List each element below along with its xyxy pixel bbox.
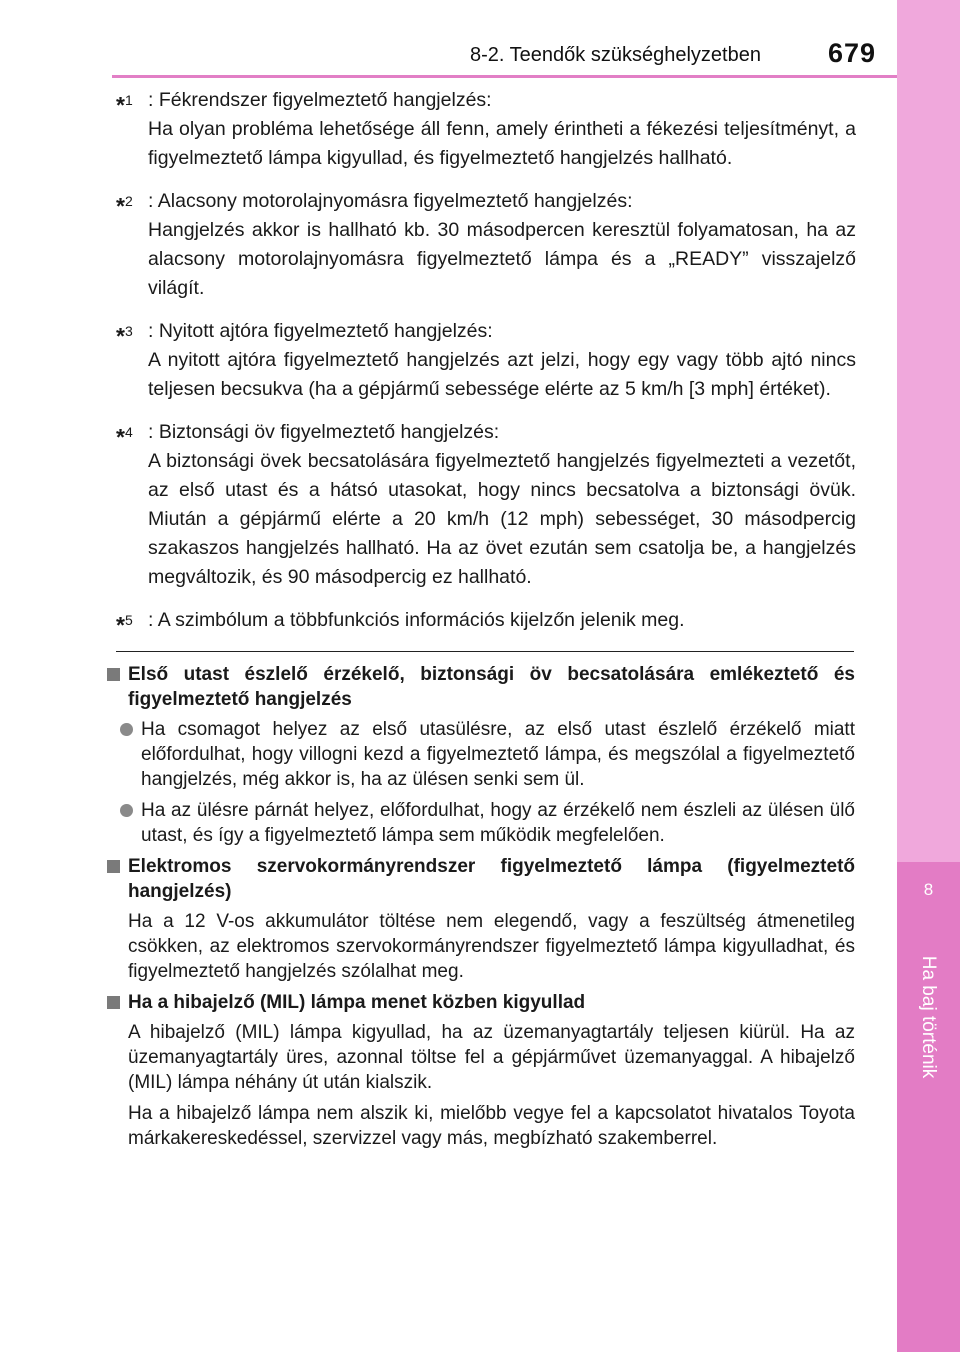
circle-bullet-icon	[120, 804, 133, 817]
list-item: Ha csomagot helyez az első utasülésre, az első utast észlelő érzékelő miatt előfordulhat, hogy villogni kezd a figyelmeztető lámpa, és megszólal a figyelmeztető hangjelzés, még akkor is, ha az ülésen senki sem ül.	[107, 717, 855, 792]
section-heading: Ha a hibajelző (MIL) lámpa menet közben kigyullad	[128, 992, 586, 1013]
footnote-text: A nyitott ajtóra figyelmeztető hangjelzés azt jelzi, hogy egy vagy több ajtó nincs teljesen becsukva (ha a gépjármű sebessége elérte az 5 km/h [3 mph] értéket).	[148, 349, 856, 400]
footnote-title: : Fékrendszer figyelmeztető hangjelzés:	[148, 89, 492, 111]
footnote-marker: *$^4$	[116, 424, 133, 450]
list-item: Ha az ülésre párnát helyez, előfordulhat, hogy az érzékelő nem észleli az ülésen ülő utast, és így a figyelmeztető lámpa sem működik megfelelően.	[107, 798, 855, 848]
section-title: 8-2. Teendők szükséghelyzetben	[470, 44, 761, 66]
section-passenger-sensor	[107, 662, 855, 848]
chapter-number: 8	[923, 880, 934, 899]
header-rule	[112, 75, 897, 78]
square-bullet-icon	[107, 668, 120, 681]
footnote-5	[116, 606, 856, 642]
footnote-text: Hangjelzés akkor is hallható kb. 30 másodpercen keresztül folyamatosan, ha az alacsony motorolajnyomásra figyelmeztető lámpa és a „READY” visszajelző világít.	[148, 219, 856, 299]
section-mil-lamp	[107, 990, 855, 1151]
section-paragraph: Ha a hibajelző lámpa nem alszik ki, mielőbb vegye fel a kapcsolatot hivatalos Toyota márkakereskedéssel, szervizzel vagy más, megbízható szakemberrel.	[128, 1103, 855, 1149]
chapter-label: Ha baj történik	[918, 955, 939, 1079]
section-paragraph: A hibajelző (MIL) lámpa kigyullad, ha az üzemanyagtartály teljesen kiürül. Ha az üzemanyagtartály üres, azonnal töltse fel a gépjárművet üzemanyaggal. A hibajelző (MIL) lámpa néhány út után kialszik.	[128, 1022, 855, 1093]
footnote-marker: *$^3$	[116, 323, 133, 349]
section-paragraph: Ha a 12 V-os akkumulátor töltése nem elegendő, vagy a feszültség átmenetileg csökken, az elektromos szervokormányrendszer figyelmeztető lámpa kigyulladhat, és figyelmeztető hangjelzés szólalhat meg.	[128, 911, 855, 982]
footnote-title: : Nyitott ajtóra figyelmeztető hangjelzés:	[148, 320, 493, 342]
square-bullet-icon	[107, 996, 120, 1009]
footnote-text: Ha olyan probléma lehetősége áll fenn, amely érintheti a fékezési teljesítményt, a figyelmeztető lámpa kigyullad, és figyelmeztető hangjelzés hallható.	[148, 118, 856, 169]
footnote-list	[116, 86, 856, 656]
footnote-title: : Alacsony motorolajnyomásra figyelmeztető hangjelzés:	[148, 190, 633, 212]
section-divider	[116, 651, 854, 652]
content-sections	[107, 662, 855, 1157]
circle-bullet-icon	[120, 723, 133, 736]
square-bullet-icon	[107, 860, 120, 873]
section-heading: Elektromos szervokormányrendszer figyelmeztető lámpa (figyelmeztető hangjelzés)	[128, 856, 855, 902]
footnote-marker: *$^5$	[116, 612, 133, 638]
footnote-title: : A szimbólum a többfunkciós információs kijelzőn jelenik meg.	[148, 609, 685, 631]
section-power-steering	[107, 854, 855, 984]
section-heading: Első utast észlelő érzékelő, biztonsági öv becsatolására emlékeztető és figyelmeztető hangjelzés	[128, 664, 855, 710]
footnote-3	[116, 317, 856, 404]
footnote-2	[116, 187, 856, 303]
footnote-1	[116, 86, 856, 173]
footnote-marker: *$^2$	[116, 193, 133, 219]
footnote-marker: *$^1$	[116, 92, 133, 118]
page-number: 679	[828, 38, 877, 68]
footnote-title: : Biztonsági öv figyelmeztető hangjelzés:	[148, 421, 500, 443]
chapter-tab	[897, 862, 960, 1352]
footnote-text: A biztonsági övek becsatolására figyelmeztető hangjelzés figyelmezteti a vezetőt, az első utast és a hátsó utasokat, hogy nincs becsatolva a biztonsági övük. Miután a gépjármű elérte a 20 km/h (12 mph) sebességet, 30 másodpercig szakaszos hangjelzés hallható. Ha az övet ezután sem csatolja be, a hangjelzés megváltozik, és 90 másodpercig ez hallható.	[148, 450, 856, 588]
footnote-4	[116, 418, 856, 592]
